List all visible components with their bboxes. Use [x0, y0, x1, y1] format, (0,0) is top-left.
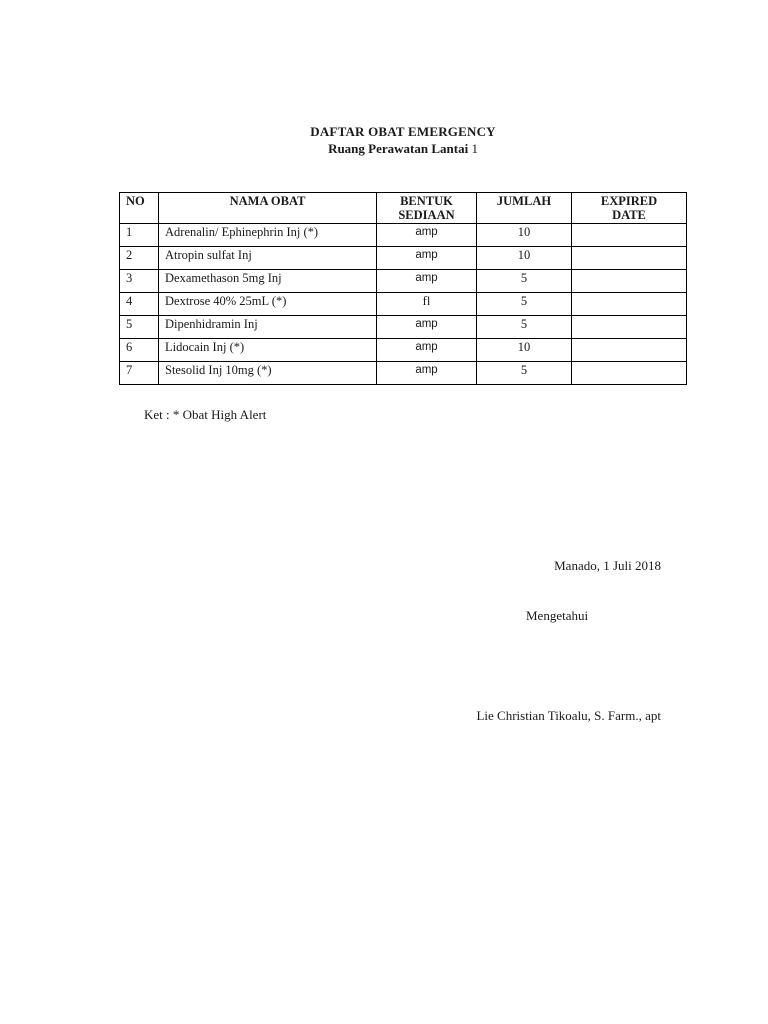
table-row	[120, 247, 687, 270]
cell-jumlah: 10	[477, 224, 572, 247]
drug-table	[119, 192, 687, 385]
header-no: NO	[120, 193, 159, 224]
document-title: DAFTAR OBAT EMERGENCY	[310, 124, 496, 139]
cell-jumlah: 10	[477, 339, 572, 362]
header-expired-line2: DATE	[612, 208, 646, 222]
cell-nama: Dipenhidramin Inj	[159, 316, 377, 339]
cell-no: 4	[120, 293, 159, 316]
header-expired-line1: EXPIRED	[600, 194, 658, 208]
cell-no: 2	[120, 247, 159, 270]
cell-bentuk: fl	[377, 293, 477, 316]
cell-nama: Lidocain Inj (*)	[159, 339, 377, 362]
subtitle-text: Ruang Perawatan Lantai	[328, 141, 469, 156]
cell-expired	[572, 293, 687, 316]
table-row	[120, 293, 687, 316]
cell-nama: Atropin sulfat Inj	[159, 247, 377, 270]
note-high-alert: Ket : * Obat High Alert	[144, 407, 267, 422]
table-row	[120, 362, 687, 385]
subtitle-number: 1	[471, 141, 478, 156]
cell-bentuk: amp	[377, 270, 477, 293]
cell-bentuk: amp	[377, 339, 477, 362]
cell-no: 7	[120, 362, 159, 385]
table-row	[120, 270, 687, 293]
header-bentuk-line2: SEDIAAN	[398, 208, 455, 222]
place-date: Manado, 1 Juli 2018	[554, 558, 661, 573]
document-subtitle	[0, 141, 768, 157]
cell-nama: Adrenalin/ Ephinephrin Inj (*)	[159, 224, 377, 247]
cell-jumlah: 5	[477, 270, 572, 293]
cell-jumlah: 5	[477, 362, 572, 385]
cell-jumlah: 5	[477, 293, 572, 316]
cell-expired	[572, 224, 687, 247]
table-row	[120, 224, 687, 247]
cell-no: 5	[120, 316, 159, 339]
cell-bentuk: amp	[377, 316, 477, 339]
header-expired-date	[572, 193, 687, 224]
cell-expired	[572, 339, 687, 362]
header-bentuk-line1: BENTUK	[400, 194, 453, 208]
table-row	[120, 339, 687, 362]
cell-expired	[572, 316, 687, 339]
cell-nama: Dexamethason 5mg Inj	[159, 270, 377, 293]
cell-bentuk: amp	[377, 362, 477, 385]
cell-no: 6	[120, 339, 159, 362]
header-jumlah: JUMLAH	[477, 193, 572, 224]
cell-no: 3	[120, 270, 159, 293]
cell-jumlah: 5	[477, 316, 572, 339]
acknowledged-label: Mengetahui	[526, 608, 589, 623]
header-bentuk-sediaan	[377, 193, 477, 224]
cell-expired	[572, 362, 687, 385]
cell-nama: Stesolid Inj 10mg (*)	[159, 362, 377, 385]
cell-bentuk: amp	[377, 224, 477, 247]
cell-expired	[572, 247, 687, 270]
cell-no: 1	[120, 224, 159, 247]
cell-bentuk: amp	[377, 247, 477, 270]
header-nama-obat: NAMA OBAT	[159, 193, 377, 224]
cell-expired	[572, 270, 687, 293]
cell-nama: Dextrose 40% 25mL (*)	[159, 293, 377, 316]
table-row	[120, 316, 687, 339]
signer-name: Lie Christian Tikoalu, S. Farm., apt	[476, 708, 661, 723]
cell-jumlah: 10	[477, 247, 572, 270]
table-header-row	[120, 193, 687, 224]
